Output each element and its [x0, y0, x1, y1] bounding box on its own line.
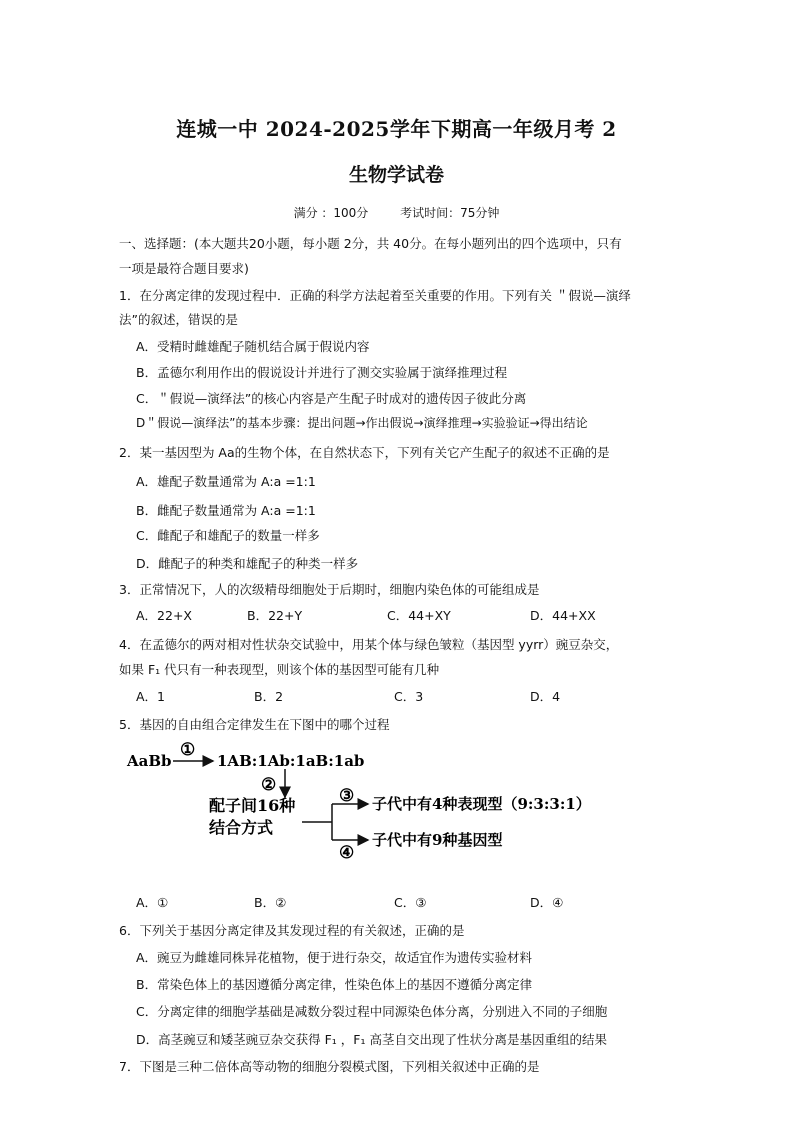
- question-1-option-c: C．＂假说—演绎法”的核心内容是产生配子时成对的遗传因子彼此分离: [136, 391, 527, 406]
- section-heading-line2: 一项是最符合题目要求): [119, 261, 249, 276]
- question-3-option-c: C．44+XY: [387, 608, 451, 623]
- question-1-stem-line1: 1．在分离定律的发现过程中．正确的科学方法起着至关重要的作用。下列有关 ＂假说—演绎: [119, 288, 631, 303]
- question-6-option-c: C．分离定律的细胞学基础是减数分裂过程中同源染色体分离，分别进入不同的子细胞: [136, 1004, 608, 1019]
- question-2-stem: 2．某一基因型为 Aa的生物个体，在自然状态下，下列有关它产生配子的叙述不正确的是: [119, 445, 610, 460]
- question-4-option-d: D．4: [530, 689, 561, 704]
- question-4-option-c: C．3: [394, 689, 424, 704]
- question-1-stem-line2: 法”的叙述，错误的是: [119, 312, 238, 327]
- exam-title: 连城一中 2024-2025学年下期高一年级月考 2: [176, 117, 617, 141]
- question-5-option-c: C．③: [394, 895, 427, 910]
- question-5-option-a: A．①: [136, 895, 169, 910]
- question-4-options: [0, 688, 793, 706]
- diagram-step-3-label: ③: [339, 786, 355, 806]
- question-5-stem: 5．基因的自由组合定律发生在下图中的哪个过程: [119, 717, 390, 732]
- question-2-option-d: D．雌配子的种类和雄配子的种类一样多: [136, 556, 359, 571]
- diagram-result-3: 子代中有4种表现型（9:3:3:1）: [372, 795, 591, 813]
- question-4-stem-line2: 如果 F₁ 代只有一种表现型，则该个体的基因型可能有几种: [119, 662, 440, 677]
- question-2-option-b: B．雌配子数量通常为 A:a =1:1: [136, 503, 316, 518]
- exam-meta: [0, 204, 793, 221]
- diagram-step-4-label: ④: [339, 843, 355, 863]
- diagram-step-2-label: ②: [261, 775, 277, 795]
- question-3-option-a: A．22+X: [136, 608, 192, 623]
- question-4-option-a: A．1: [136, 689, 166, 704]
- inheritance-diagram: [120, 742, 640, 872]
- diagram-result-4: 子代中有9种基因型: [372, 831, 503, 849]
- question-6-option-d: D．高茎豌豆和矮茎豌豆杂交获得 F₁ ，F₁ 高茎自交出现了性状分离是基因重组的结果: [136, 1032, 607, 1047]
- question-1-option-d: D＂假说—演绎法”的基本步骤：提出问题→作出假说→演绎推理→实验验证→得出结论: [136, 416, 588, 430]
- full-score: 满分 ：100分: [293, 206, 369, 220]
- exam-subtitle: 生物学试卷: [348, 164, 444, 186]
- question-5-option-d: D．④: [530, 895, 564, 910]
- diagram-step-1-label: ①: [180, 742, 196, 760]
- question-3-option-b: B．22+Y: [247, 608, 303, 623]
- question-3-options: [0, 607, 793, 625]
- question-1-option-b: B．孟德尔利用作出的假说设计并进行了测交实验属于演绎推理过程: [136, 365, 508, 380]
- diagram-gametes: 1AB:1Ab:1aB:1ab: [217, 752, 365, 770]
- diagram-combine-line1: 配子间16种: [209, 796, 296, 815]
- question-4-stem-line1: 4．在孟德尔的两对相对性状杂交试验中，用某个体与绿色皱粒（基因型 yyrr）豌豆杂交，: [119, 637, 619, 652]
- question-4-option-b: B．2: [254, 689, 284, 704]
- question-6-option-a: A．豌豆为雌雄同株异花植物，便于进行杂交，故适宜作为遗传实验材料: [136, 950, 533, 965]
- question-6-option-b: B．常染色体上的基因遵循分离定律，性染色体上的基因不遵循分离定律: [136, 977, 533, 992]
- question-2-option-a: A．雄配子数量通常为 A:a =1:1: [136, 474, 316, 489]
- question-5-option-b: B．②: [254, 895, 287, 910]
- exam-time: 考试时间：75分钟: [400, 206, 500, 220]
- question-3-option-d: D．44+XX: [530, 608, 596, 623]
- question-1-option-a: A．受精时雌雄配子随机结合属于假说内容: [136, 339, 370, 354]
- question-5-options: [0, 894, 793, 912]
- question-7-stem: 7．下图是三种二倍体高等动物的细胞分裂模式图，下列相关叙述中正确的是: [119, 1059, 540, 1074]
- diagram-parent-genotype: AaBb: [127, 752, 172, 770]
- question-6-stem: 6．下列关于基因分离定律及其发现过程的有关叙述，正确的是: [119, 923, 465, 938]
- question-3-stem: 3．正常情况下，人的次级精母细胞处于后期时，细胞内染色体的可能组成是: [119, 582, 540, 597]
- question-2-option-c: C．雌配子和雄配子的数量一样多: [136, 528, 320, 543]
- diagram-combine-line2: 结合方式: [209, 818, 274, 837]
- section-heading-line1: 一、选择题：(本大题共20小题，每小题 2分，共 40分。在每小题列出的四个选项中，只有: [119, 236, 622, 251]
